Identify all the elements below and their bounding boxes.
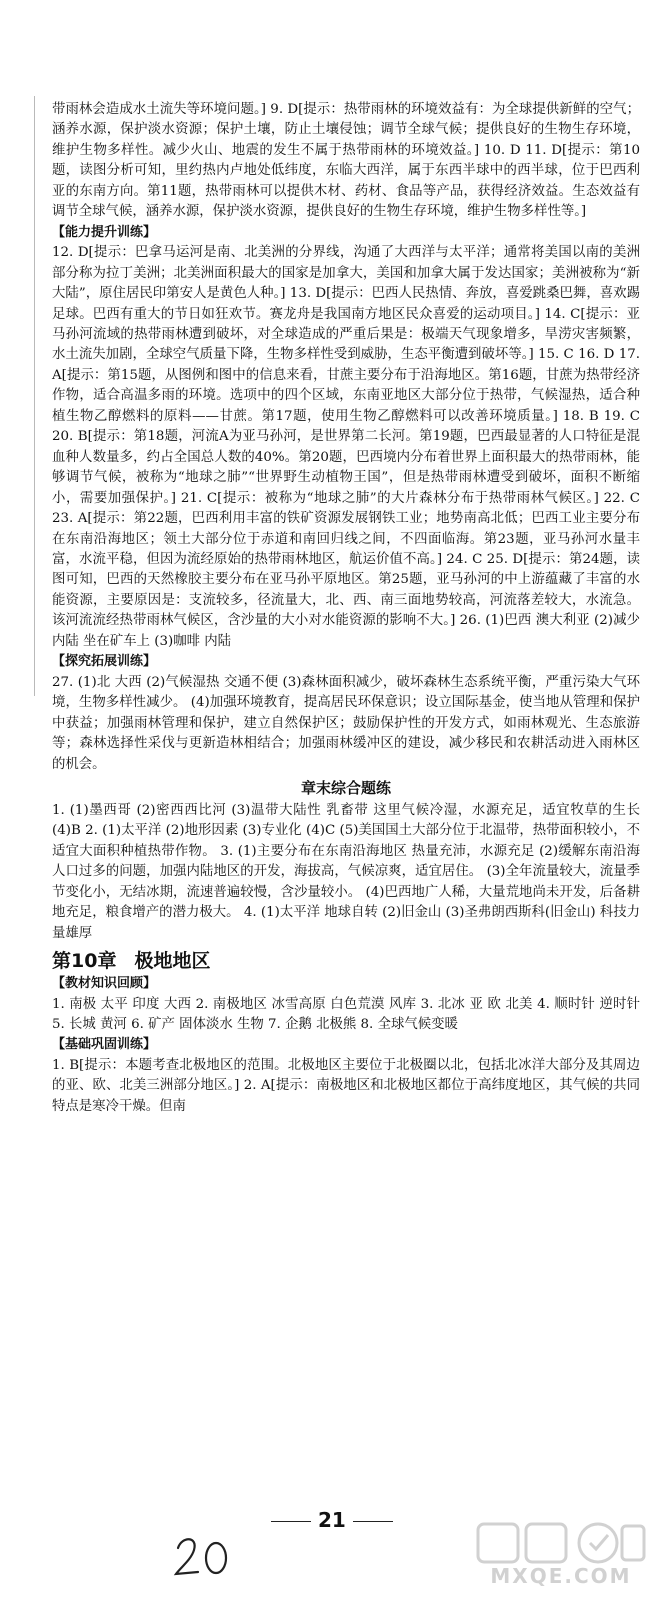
- answer-content: [52, 100, 640, 1117]
- page-number-dash-right: [353, 1521, 393, 1522]
- answer-paragraph-1: 带雨林会造成水土流失等环境问题。] 9. D[提示：热带雨林的环境效益有：为全球提供新鲜的空气；涵养水源，保护淡水资源；保护土壤，防止土壤侵蚀；调节全球气候；提供良好的生物生存环境，维护生物多样性。减少火山、地震的发生不属于热带雨林的环境效益。] 10. D 11. D[提示：第10题，读图分析可知，里约热内卢地处低纬度，东临大西洋，属于东西半球中的西半球，位于巴西利亚的东南方向。第11题，热带雨林可以提供木材、药材、食品等产品，获得经济效益。生态效益有调节全球气候，涵养水源，保护淡水资源，提供良好的生物生存环境，维护生物多样性等。]: [52, 102, 640, 220]
- section-tag-explore: 【探究拓展训练】: [52, 654, 157, 670]
- answer-paragraph-4: 1. (1)墨西哥 (2)密西西比河 (3)温带大陆性 乳畜带 这里气候冷湿，水源充足，适宜牧草的生长 (4)B 2. (1)太平洋 (2)地形因素 (3)专业化 (4)C (5)美国国土大部分位于北温带，热带面积较小，不适宜大面积种植热带作物。 3. (1)主要分布在东南沿海地区 热量充沛，水源充足 (2)缓解东南沿海人口过多的问题，加强内陆地区的开发，海拔高，气候凉爽，适宜居住。 (3)全年流量较大，流量季节变化小，无结冰期，流速普遍较慢，含沙量较小。 (4)巴西地广人稀，大量荒地尚未开发，后备耕地充足，粮食增产的潜力极大。 4. (1)太平洋 地球自转 (2)旧金山 (3)圣弗朗西斯科(旧金山) 科技力量雄厚: [52, 802, 640, 941]
- watermark-answer-icon: [472, 1520, 650, 1568]
- section-tag-basic: 【基础巩固训练】: [52, 1037, 157, 1053]
- page-number-dash-left: [271, 1521, 311, 1522]
- watermark-text: MXQE.COM: [490, 1564, 632, 1588]
- handwritten-note: [172, 1530, 232, 1580]
- chapter-review-heading: 章末综合题练: [300, 778, 391, 797]
- answer-paragraph-5: 1. 南极 太平 印度 大西 2. 南极地区 冰雪高原 白色荒漠 风库 3. 北冰 亚 欧 北美 4. 顺时针 逆时针 5. 长城 黄河 6. 矿产 固体淡水 生物 7. 企鹅 北极熊 8. 全球气候变暖: [52, 996, 640, 1033]
- section-tag-textbook: 【教材知识回顾】: [52, 976, 157, 992]
- answer-paragraph-2: 12. D[提示：巴拿马运河是南、北美洲的分界线，沟通了大西洋与太平洋；通常将美国以南的美洲部分称为拉丁美洲；北美洲面积最大的国家是加拿大，美国和加拿大属于发达国家；美洲被称为“新大陆”，原住居民印第安人是黄色人种。] 13. D[提示：巴西人民热情、奔放，喜爱跳桑巴舞，喜欢踢足球。巴西有重大的节日如狂欢节。赛龙舟是我国南方地区民众喜爱的运动项目。] 14. C[提示：亚马孙河流域的热带雨林遭到破坏，对全球造成的严重后果是：极端天气现象增多，旱涝灾害频繁，水土流失加剧，全球空气质量下降，生物多样性受到威胁，生态平衡遭到破坏等。] 15. C 16. D 17. A[提示：第15题，从图例和图中的信息来看，甘蔗主要分布于沿海地区。第16题，甘蔗为热带经济作物，适合高温多雨的环境。选项中的四个区域，东南亚地区大部分位于热带，气候湿热，适合种植生物乙醇燃料的原料——甘蔗。第17题，使用生物乙醇燃料可以改善环境质量。] 18. B 19. C 20. B[提示：第18题，河流A为亚马孙河，是世界第二长河。第19题，巴西最显著的人口特征是混血种人数量多，约占全国总人数的40%。第20题，巴西境内分布着世界上面积最大的热带雨林，能够调节气候，被称为“地球之肺”“世界野生动植物王国”，但是热带雨林遭受到破坏，面积不断缩小，需要加强保护。] 21. C[提示：被称为“地球之肺”的大片森林分布于热带雨林气候区。] 22. C 23. A[提示：第22题，巴西利用丰富的铁矿资源发展钢铁工业；地势南高北低；巴西工业主要分布在东南沿海地区；领土大部分位于赤道和南回归线之间，不四面临海。第23题，亚马孙河水量丰富，水流平稳，但因为流经原始的热带雨林地区，航运价值不高。] 24. C 25. D[提示：第24题，读图可知，巴西的天然橡胶主要分布在亚马孙平原地区。第25题，亚马孙河的中上游蕴藏了丰富的水能资源，主要原因是：支流较多，径流量大，北、西、南三面地势较高，河流落差较大，水流急。该河流流经热带雨林气候区，含沙量的大小对水能资源的影响不大。] 26. (1)巴西 澳大利亚 (2)减少 内陆 坐在矿车上 (3)咖啡 内陆: [52, 245, 640, 649]
- chapter-number: 第10章: [52, 950, 117, 973]
- page-number: 21: [318, 1508, 346, 1532]
- answer-paragraph-3: 27. (1)北 大西 (2)气候湿热 交通不便 (3)森林面积减少，破坏森林生态系统平衡，严重污染大气环境，生物多样性减少。 (4)加强环境教育，提高居民环保意识；设立国际基金，使当地从管理和保护中获益；加强雨林管理和保护，建立自然保护区；鼓励保护性的开发方式，如雨林观光、生态旅游等；森林选择性采伐与更新造林相结合；加强雨林缓冲区的建设，减少移民和农耕活动进入雨林区的机会。: [52, 674, 640, 772]
- chapter-heading: [52, 948, 640, 974]
- watermark-logo: [472, 1520, 650, 1594]
- section-tag-ability: 【能力提升训练】: [52, 224, 157, 240]
- chapter-title: 极地地区: [134, 950, 211, 973]
- margin-rule: [34, 96, 35, 696]
- answer-paragraph-6: 1. B[提示：本题考查北极地区的范围。北极地区主要位于北极圈以北，包括北冰洋大部分及其周边的亚、欧、北美三洲部分地区。] 2. A[提示：南极地区和北极地区都位于高纬度地区，其气候的共同特点是寒冷干燥。但南: [52, 1057, 640, 1114]
